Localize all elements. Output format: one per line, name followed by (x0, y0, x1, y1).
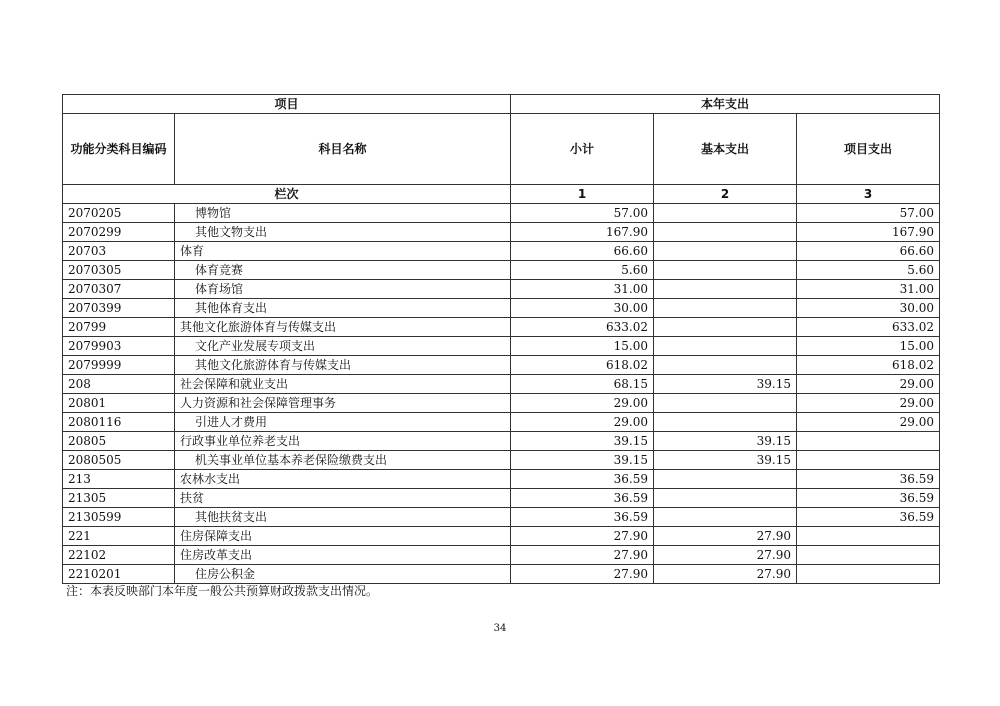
account-code-cell: 20799 (63, 318, 175, 337)
account-code-cell: 20801 (63, 394, 175, 413)
basic-expense-cell: 39.15 (654, 451, 797, 470)
subtotal-cell: 36.59 (511, 508, 654, 527)
column-number-1: 1 (511, 185, 654, 204)
subtotal-cell: 167.90 (511, 223, 654, 242)
project-expense-cell: 30.00 (797, 299, 940, 318)
table-row (63, 546, 940, 565)
project-expense-cell (797, 432, 940, 451)
subtotal-cell: 633.02 (511, 318, 654, 337)
project-expense-cell: 31.00 (797, 280, 940, 299)
table-row (63, 223, 940, 242)
account-code-cell: 2070299 (63, 223, 175, 242)
project-expense-cell (797, 527, 940, 546)
basic-expense-cell: 39.15 (654, 375, 797, 394)
subtotal-cell: 29.00 (511, 394, 654, 413)
account-name-cell: 博物馆 (175, 204, 511, 223)
subtotal-cell: 36.59 (511, 489, 654, 508)
basic-expense-cell (654, 299, 797, 318)
account-name-cell: 体育竞赛 (175, 261, 511, 280)
project-expense-cell: 66.60 (797, 242, 940, 261)
project-expense-cell: 36.59 (797, 470, 940, 489)
account-name-cell: 社会保障和就业支出 (175, 375, 511, 394)
account-code-cell: 2070399 (63, 299, 175, 318)
project-expense-cell: 5.60 (797, 261, 940, 280)
account-code-cell: 2079903 (63, 337, 175, 356)
basic-expense-cell (654, 280, 797, 299)
subtotal-cell: 618.02 (511, 356, 654, 375)
account-name-cell: 引进人才费用 (175, 413, 511, 432)
table-row (63, 527, 940, 546)
table-row (63, 375, 940, 394)
account-name-cell: 其他文化旅游体育与传媒支出 (175, 318, 511, 337)
table-row (63, 261, 940, 280)
subtotal-cell: 39.15 (511, 451, 654, 470)
column-number-2: 2 (654, 185, 797, 204)
table-row (63, 242, 940, 261)
account-code-cell: 213 (63, 470, 175, 489)
project-expense-cell: 15.00 (797, 337, 940, 356)
account-name-cell: 其他文化旅游体育与传媒支出 (175, 356, 511, 375)
basic-expense-column-header: 基本支出 (654, 114, 797, 185)
basic-expense-cell: 27.90 (654, 527, 797, 546)
project-expense-cell: 36.59 (797, 508, 940, 527)
subtotal-cell: 27.90 (511, 565, 654, 584)
basic-expense-cell (654, 489, 797, 508)
account-code-cell: 20805 (63, 432, 175, 451)
subtotal-cell: 30.00 (511, 299, 654, 318)
table-row (63, 432, 940, 451)
project-expense-cell: 29.00 (797, 413, 940, 432)
basic-expense-cell (654, 318, 797, 337)
subtotal-cell: 15.00 (511, 337, 654, 356)
account-code-cell: 2080505 (63, 451, 175, 470)
page-number: 34 (493, 623, 507, 634)
account-name-cell: 体育 (175, 242, 511, 261)
code-column-header: 功能分类科目编码 (63, 114, 175, 185)
account-code-cell: 20703 (63, 242, 175, 261)
table-row (63, 356, 940, 375)
table-row (63, 204, 940, 223)
subtotal-cell: 57.00 (511, 204, 654, 223)
account-name-cell: 机关事业单位基本养老保险缴费支出 (175, 451, 511, 470)
account-name-cell: 文化产业发展专项支出 (175, 337, 511, 356)
table-row (63, 508, 940, 527)
project-expense-cell: 57.00 (797, 204, 940, 223)
account-code-cell: 2130599 (63, 508, 175, 527)
account-name-cell: 其他扶贫支出 (175, 508, 511, 527)
account-name-cell: 其他文物支出 (175, 223, 511, 242)
basic-expense-cell (654, 242, 797, 261)
subtotal-cell: 29.00 (511, 413, 654, 432)
project-expense-cell: 618.02 (797, 356, 940, 375)
account-code-cell: 2080116 (63, 413, 175, 432)
subtotal-cell: 66.60 (511, 242, 654, 261)
subtotal-cell: 68.15 (511, 375, 654, 394)
table-row (63, 565, 940, 584)
account-name-cell: 体育场馆 (175, 280, 511, 299)
table-row (63, 394, 940, 413)
basic-expense-cell (654, 413, 797, 432)
subtotal-column-header: 小计 (511, 114, 654, 185)
project-expense-cell: 36.59 (797, 489, 940, 508)
footnote: 注：本表反映部门本年度一般公共预算财政拨款支出情况。 (66, 584, 379, 598)
subtotal-cell: 31.00 (511, 280, 654, 299)
project-expense-cell: 633.02 (797, 318, 940, 337)
basic-expense-cell: 27.90 (654, 565, 797, 584)
table-row (63, 318, 940, 337)
table-row (63, 489, 940, 508)
account-name-cell: 其他体育支出 (175, 299, 511, 318)
account-name-cell: 住房公积金 (175, 565, 511, 584)
project-expense-column-header: 项目支出 (797, 114, 940, 185)
basic-expense-cell: 27.90 (654, 546, 797, 565)
project-expense-cell: 29.00 (797, 375, 940, 394)
account-code-cell: 2070305 (63, 261, 175, 280)
account-name-cell: 扶贫 (175, 489, 511, 508)
table-row (63, 299, 940, 318)
account-code-cell: 2070205 (63, 204, 175, 223)
account-code-cell: 2210201 (63, 565, 175, 584)
table-row (63, 470, 940, 489)
project-header: 项目 (63, 95, 511, 114)
basic-expense-cell (654, 508, 797, 527)
subtotal-cell: 27.90 (511, 527, 654, 546)
project-expense-cell (797, 451, 940, 470)
table-body (63, 204, 940, 584)
basic-expense-cell (654, 337, 797, 356)
account-code-cell: 208 (63, 375, 175, 394)
account-code-cell: 221 (63, 527, 175, 546)
account-name-cell: 农林水支出 (175, 470, 511, 489)
account-code-cell: 2079999 (63, 356, 175, 375)
basic-expense-cell (654, 204, 797, 223)
basic-expense-cell: 39.15 (654, 432, 797, 451)
name-column-header: 科目名称 (175, 114, 511, 185)
project-expense-cell: 29.00 (797, 394, 940, 413)
column-number-3: 3 (797, 185, 940, 204)
table-row (63, 280, 940, 299)
table-row (63, 451, 940, 470)
project-expense-cell: 167.90 (797, 223, 940, 242)
column-order-label: 栏次 (63, 185, 511, 204)
table-row (63, 413, 940, 432)
subtotal-cell: 27.90 (511, 546, 654, 565)
account-name-cell: 住房保障支出 (175, 527, 511, 546)
account-name-cell: 住房改革支出 (175, 546, 511, 565)
project-expense-cell (797, 565, 940, 584)
account-code-cell: 22102 (63, 546, 175, 565)
basic-expense-cell (654, 261, 797, 280)
account-name-cell: 人力资源和社会保障管理事务 (175, 394, 511, 413)
budget-expense-table (62, 94, 940, 584)
basic-expense-cell (654, 394, 797, 413)
subtotal-cell: 5.60 (511, 261, 654, 280)
account-code-cell: 2070307 (63, 280, 175, 299)
basic-expense-cell (654, 356, 797, 375)
account-code-cell: 21305 (63, 489, 175, 508)
basic-expense-cell (654, 470, 797, 489)
account-name-cell: 行政事业单位养老支出 (175, 432, 511, 451)
project-expense-cell (797, 546, 940, 565)
basic-expense-cell (654, 223, 797, 242)
subtotal-cell: 39.15 (511, 432, 654, 451)
table-row (63, 337, 940, 356)
subtotal-cell: 36.59 (511, 470, 654, 489)
annual-expense-header: 本年支出 (511, 95, 940, 114)
